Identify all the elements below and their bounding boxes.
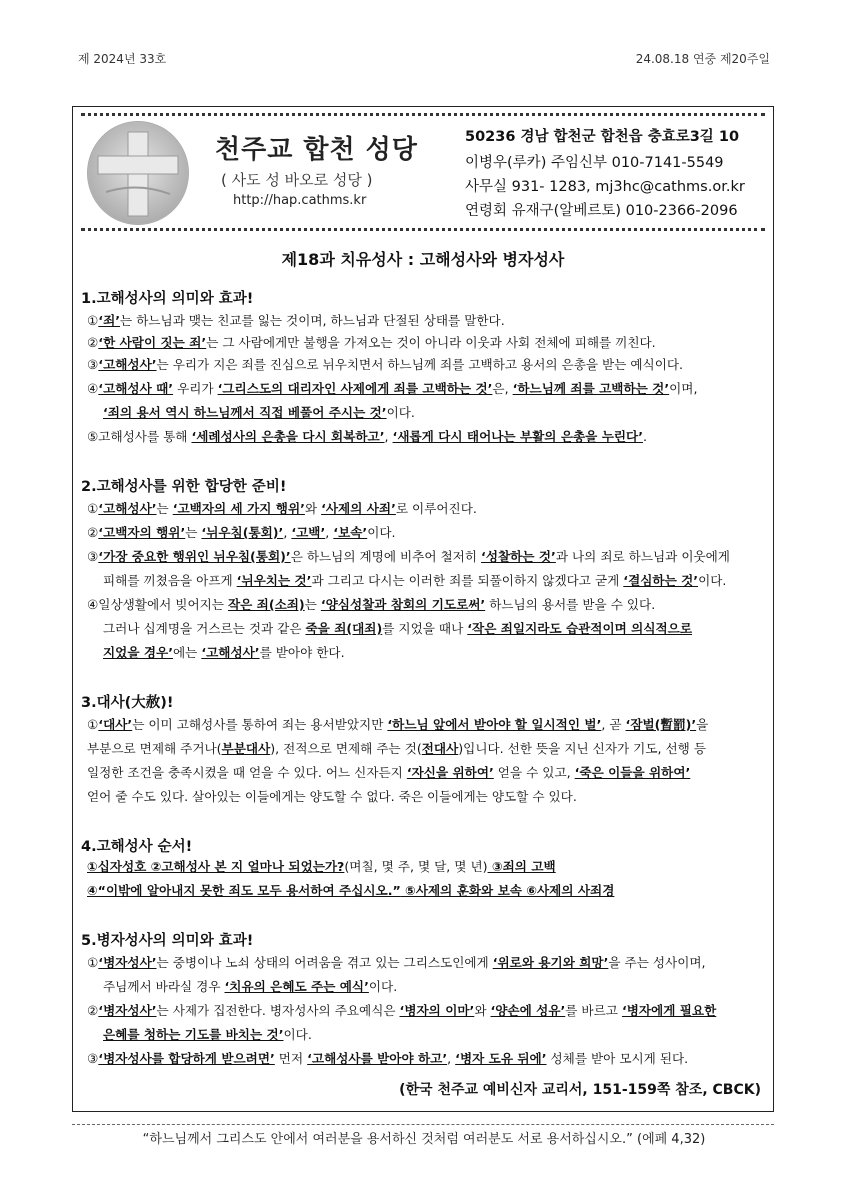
- footer-quote: “하느님께서 그리스도 안에서 여러분을 용서하신 것처럼 여러분도 서로 용서하십시오.” (에페 4,32): [142, 1132, 706, 1147]
- s5-line-4: 은혜를 청하는 기도를 바치는 것’이다.: [103, 1027, 312, 1042]
- s3-line-1: ①‘대사’는 이미 고해성사를 통하여 죄는 용서받았지만 ‘하느님 앞에서 받아야 할 일시적인 벌’, 곧 ‘잠벌(暫罰)’을: [87, 717, 709, 732]
- s2-line-1: ①‘고해성사’는 ‘고백자의 세 가지 행위’와 ‘사제의 사죄’로 이루어진다.: [87, 501, 477, 516]
- parish-name: 천주교 합천 성당: [215, 135, 418, 165]
- s2-line-7: 지었을 경우’에는 ‘고해성사’를 받아야 한다.: [103, 645, 345, 660]
- s1-line-3: ③‘고해성사’는 우리가 지은 죄를 진심으로 뉘우치면서 하느님께 죄를 고백하고 용서의 은총을 받는 예식이다.: [87, 357, 684, 372]
- issue-number: 제 2024년 33호: [78, 52, 167, 66]
- source-citation: (한국 천주교 예비신자 교리서, 151-159쪽 참조, CBCK): [399, 1082, 761, 1098]
- s4-line-2: ④“이밖에 알아내지 못한 죄도 모두 용서하여 주십시오.” ⑤사제의 훈화와 보속 ⑥사제의 사죄경: [87, 883, 615, 898]
- section-2-heading: 2.고해성사를 위한 합당한 준비!: [81, 479, 287, 495]
- s2-line-2: ②‘고백자의 행위’는 ‘뉘우침(통회)’, ‘고백’, ‘보속’이다.: [87, 525, 396, 540]
- header-dotted-border: [81, 228, 765, 231]
- s2-line-4: 피해를 끼쳤음을 아프게 ‘뉘우치는 것’과 그리고 다시는 이러한 죄를 되풀이하지 않겠다고 굳게 ‘결심하는 것’이다.: [103, 573, 727, 588]
- s5-line-2: 주님께서 바라실 경우 ‘치유의 은혜도 주는 예식’이다.: [103, 979, 398, 994]
- pastor-contact: 이병우(루카) 주임신부 010-7141-5549: [465, 155, 724, 171]
- s2-line-3: ③‘가장 중요한 행위인 뉘우침(통회)’은 하느님의 계명에 비추어 철저히 ‘성찰하는 것’과 나의 죄로 하느님과 이웃에게: [87, 549, 730, 564]
- s5-line-3: ②‘병자성사’는 사제가 집전한다. 병자성사의 주요예식은 ‘병자의 이마’와 ‘양손에 성유’를 바르고 ‘병자에게 필요한: [87, 1003, 717, 1018]
- parish-address: 50236 경남 합천군 합천읍 충효로3길 10: [465, 129, 740, 145]
- s5-line-5: ③‘병자성사를 합당하게 받으려면’ 먼저 ‘고해성사를 받아야 하고’, ‘병자 도유 뒤에’ 성체를 받아 모시게 된다.: [87, 1051, 689, 1066]
- s5-line-1: ①‘병자성사’는 중병이나 노쇠 상태의 어려움을 겪고 있는 그리스도인에게 ‘위로와 용기와 희망’을 주는 성사이며,: [87, 955, 706, 970]
- issue-date: 24.08.18 연중 제20주일: [635, 52, 770, 66]
- s4-line-1: ①십자성호 ②고해성사 본 지 얼마나 되었는가?(며칠, 몇 주, 몇 달, 몇 년) ③죄의 고백: [87, 859, 556, 874]
- s1-line-1: ①‘죄’는 하느님과 맺는 친교를 잃는 것이며, 하느님과 단절된 상태를 말한다.: [87, 313, 505, 328]
- parish-subtitle: ( 사도 성 바오로 성당 ): [221, 171, 373, 189]
- section-1-heading: 1.고해성사의 의미와 효과!: [81, 291, 254, 307]
- s1-line-6: ⑤고해성사를 통해 ‘세례성사의 은총을 다시 회복하고’, ‘새롭게 다시 태어나는 부활의 은총을 누린다’.: [87, 429, 648, 444]
- s3-line-3: 일정한 조건을 충족시켰을 때 얻을 수 있다. 어느 신자든지 ‘자신을 위하여’ 얻을 수 있고, ‘죽은 이들을 위하여’: [87, 765, 691, 780]
- cross-logo-icon: [87, 121, 189, 225]
- s3-line-2: 부분으로 면제해 주거나(부분대사), 전적으로 면제해 주는 것(전대사)입니다. 선한 뜻을 지닌 신자가 기도, 선행 등: [87, 741, 707, 756]
- section-5-heading: 5.병자성사의 의미와 효과!: [81, 933, 254, 949]
- bulletin-frame: [72, 106, 774, 1112]
- s1-line-2: ②‘한 사람이 짓는 죄’는 그 사람에게만 불행을 가져오는 것이 아니라 이웃과 사회 전체에 피해를 끼친다.: [87, 335, 656, 350]
- bulletin-header: [73, 107, 773, 233]
- s1-line-4: ④‘고해성사 때’ 우리가 ‘그리스도의 대리자인 사제에게 죄를 고백하는 것’은, ‘하느님께 죄를 고백하는 것’이며,: [87, 381, 698, 396]
- s2-line-6: 그러나 십계명을 거스르는 것과 같은 죽을 죄(대죄)를 지었을 때나 ‘작은 죄일지라도 습관적이며 의식적으로: [103, 621, 693, 636]
- section-3-heading: 3.대사(大赦)!: [81, 695, 174, 711]
- s1-line-5: ‘죄의 용서 역시 하느님께서 직접 베풀어 주시는 것’이다.: [103, 405, 415, 420]
- footer-divider: [72, 1124, 774, 1125]
- lesson-title: 제18과 치유성사 : 고해성사와 병자성사: [281, 250, 565, 269]
- parish-url: http://hap.cathms.kr: [233, 193, 367, 208]
- office-contact: 사무실 931- 1283, mj3hc@cathms.or.kr: [465, 179, 745, 195]
- s3-line-4: 얻어 줄 수도 있다. 살아있는 이들에게는 양도할 수 없다. 죽은 이들에게는 양도할 수 있다.: [87, 789, 577, 804]
- council-contact: 연령회 유재구(알베르토) 010-2366-2096: [465, 203, 738, 219]
- section-4-heading: 4.고해성사 순서!: [81, 839, 193, 855]
- s2-line-5: ④일상생활에서 빚어지는 작은 죄(소죄)는 ‘양심성찰과 참회의 기도로써’ 하느님의 용서를 받을 수 있다.: [87, 597, 656, 612]
